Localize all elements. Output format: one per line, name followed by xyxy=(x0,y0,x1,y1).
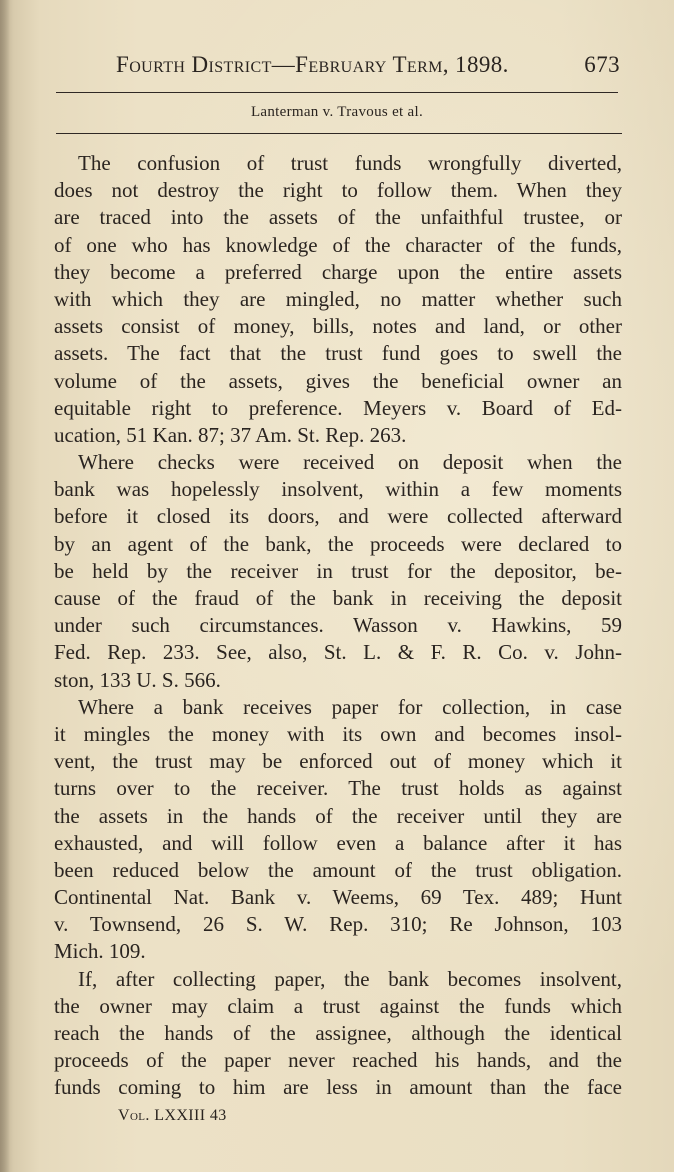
text-line: funds coming to him are less in amount than the face xyxy=(54,1075,622,1100)
text-line: v. Townsend, 26 S. W. Rep. 310; Re Johnson, 103 xyxy=(54,912,622,937)
running-head-title: Fourth District—February Term, 1898. xyxy=(116,52,509,77)
text-line: been reduced below the amount of the trust obligation. xyxy=(54,857,622,882)
body-text xyxy=(54,150,622,1102)
text-line: does not destroy the right to follow them. When they xyxy=(54,178,622,203)
running-head xyxy=(116,52,620,82)
text-line: ston, 133 U. S. 566. xyxy=(54,667,221,692)
text-line: the assets in the hands of the receiver until they are xyxy=(54,803,622,828)
text-line: Continental Nat. Bank v. Weems, 69 Tex. 489; Hunt xyxy=(54,885,622,910)
text-line: Where a bank receives paper for collection, in case xyxy=(78,694,622,719)
text-line: by an agent of the bank, the proceeds were declared to xyxy=(54,531,622,556)
text-line: volume of the assets, gives the beneficial owner an xyxy=(54,368,622,393)
paragraph xyxy=(54,449,622,694)
paragraph xyxy=(54,694,622,966)
text-line: cause of the fraud of the bank in receiving the deposit xyxy=(54,586,622,610)
text-line: of one who has knowledge of the character of the funds, xyxy=(54,232,622,257)
paragraph xyxy=(54,966,622,1102)
text-line: the owner may claim a trust against the funds which xyxy=(54,993,622,1018)
text-line: it mingles the money with its own and becomes insol- xyxy=(54,721,622,746)
text-line: with which they are mingled, no matter whether such xyxy=(54,286,622,311)
text-line: assets consist of money, bills, notes and land, or other xyxy=(54,314,622,339)
text-line: before it closed its doors, and were collected afterward xyxy=(54,504,622,529)
text-line: vent, the trust may be enforced out of money which it xyxy=(54,749,622,774)
page-spine-shadow xyxy=(0,0,10,1172)
text-line: proceeds of the paper never reached his hands, and the xyxy=(54,1048,622,1073)
text-line: reach the hands of the assignee, although the identical xyxy=(54,1021,622,1045)
text-line: ucation, 51 Kan. 87; 37 Am. St. Rep. 263. xyxy=(54,422,407,447)
paragraph xyxy=(54,150,622,449)
text-line: exhausted, and will follow even a balance after it has xyxy=(54,830,622,855)
signature-mark: Vol. LXXIII 43 xyxy=(118,1107,227,1124)
text-line: turns over to the receiver. The trust holds as against xyxy=(54,776,622,801)
text-line: they become a preferred charge upon the entire assets xyxy=(54,259,622,284)
header-rule-top xyxy=(56,92,618,93)
text-line: under such circumstances. Wasson v. Hawkins, 59 xyxy=(54,613,622,638)
header-rule-bottom xyxy=(56,133,622,134)
text-line: bank was hopelessly insolvent, within a few moments xyxy=(54,477,622,502)
case-title: Lanterman v. Travous et al. xyxy=(250,104,424,120)
text-line: Fed. Rep. 233. See, also, St. L. & F. R. Co. v. John- xyxy=(54,640,622,665)
text-line: assets. The fact that the trust fund goes to swell the xyxy=(54,341,622,366)
text-line: The confusion of trust funds wrongfully diverted, xyxy=(78,151,622,175)
text-line: equitable right to preference. Meyers v. Board of Ed- xyxy=(54,395,622,420)
text-line: If, after collecting paper, the bank becomes insolvent, xyxy=(78,966,622,991)
text-line: be held by the receiver in trust for the depositor, be- xyxy=(54,558,622,583)
text-line: are traced into the assets of the unfaithful trustee, or xyxy=(54,205,622,230)
text-line: Where checks were received on deposit when the xyxy=(78,450,622,475)
text-line: Mich. 109. xyxy=(54,939,146,964)
page-number: 673 xyxy=(584,52,620,77)
